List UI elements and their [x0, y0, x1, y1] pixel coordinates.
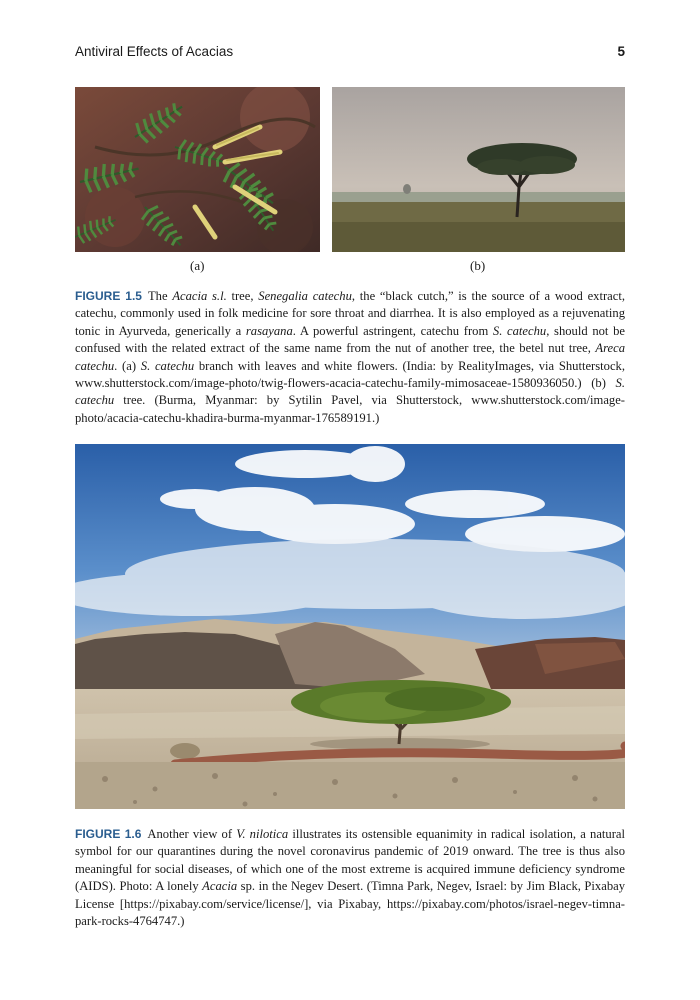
photo-branch-flowers: [75, 87, 320, 252]
panel-label-b: (b): [470, 258, 486, 273]
caption-run: The: [147, 289, 173, 303]
running-head: [75, 44, 625, 64]
italic-term: S. catechu: [140, 358, 195, 373]
figure-1-6-caption: [75, 826, 625, 930]
italic-term: Acacia s.l.: [172, 289, 227, 303]
italic-term: rasayana: [245, 323, 293, 338]
italic-term: Senegalia catechu: [258, 289, 352, 303]
caption-run: illustrates its ostensible equanimity in radical isolation, a natural symbol for our quarantines during the novel coronavirus pandemic of 2019 onward. The tree is thus also meaningful for social diseases, of which one of the most extreme is acquired immune deficiency syndrome (AIDS). Photo: A lonely: [75, 827, 625, 894]
caption-run: tree,: [226, 289, 259, 303]
figure-1-5-label: FIGURE 1.5: [75, 289, 142, 303]
running-head-title: Antiviral Effects of Acacias: [75, 44, 234, 59]
caption-run: branch with leaves and white flowers. (India: by RealityImages, via Shutterstock, www.shutterstock.com/image-photo/twig-flowers-acacia-catechu-family-mimosaceae-1580936050.) (b): [75, 358, 625, 391]
caption-run: sp. in the Negev Desert. (Timna Park, Negev, Israel: by Jim Black, Pixabay License [https://pixabay.com/service/license/], via Pixabay, https://pixabay.com/photos/israel-negev-timna-park-rocks-4764747.): [75, 879, 626, 929]
caption-run: . (a): [114, 358, 141, 373]
italic-term: S. catechu: [75, 376, 625, 408]
caption-run: tree. (Burma, Myanmar: by Sytilin Pavel, via Shutterstock, www.shutterstock.com/image-photo/acacia-catechu-khadira-burma-myanmar-176589191.): [75, 393, 625, 425]
italic-term: S. catechu: [492, 323, 547, 338]
caption-run: Another view of: [147, 827, 237, 841]
page-number: 5: [617, 44, 625, 59]
photo-tree-field: [332, 87, 625, 252]
photo-negev-acacia: [75, 444, 625, 809]
figure-1-5-caption: [75, 288, 625, 427]
caption-run: , should not be confused with the related extract of the same name from the nut of another tree, the betel nut tree,: [75, 323, 625, 356]
caption-run: . A powerful astringent, catechu from: [292, 323, 493, 338]
figure-1-6-caption-text: [75, 827, 625, 928]
italic-term: Acacia: [202, 879, 238, 894]
italic-term: V. nilotica: [236, 827, 289, 841]
figure-1-6-label: FIGURE 1.6: [75, 827, 142, 841]
panel-label-a: (a): [190, 258, 205, 273]
figure-1-5-caption-text: [75, 289, 625, 425]
caption-run: , the “black cutch,” is the source of a wood extract, catechu, commonly used in folk medicine for sore throat and diarrhea. It is also employed as a rejuvenating tonic in Ayurveda, generically a: [75, 289, 625, 338]
italic-term: Areca catechu: [75, 341, 625, 373]
